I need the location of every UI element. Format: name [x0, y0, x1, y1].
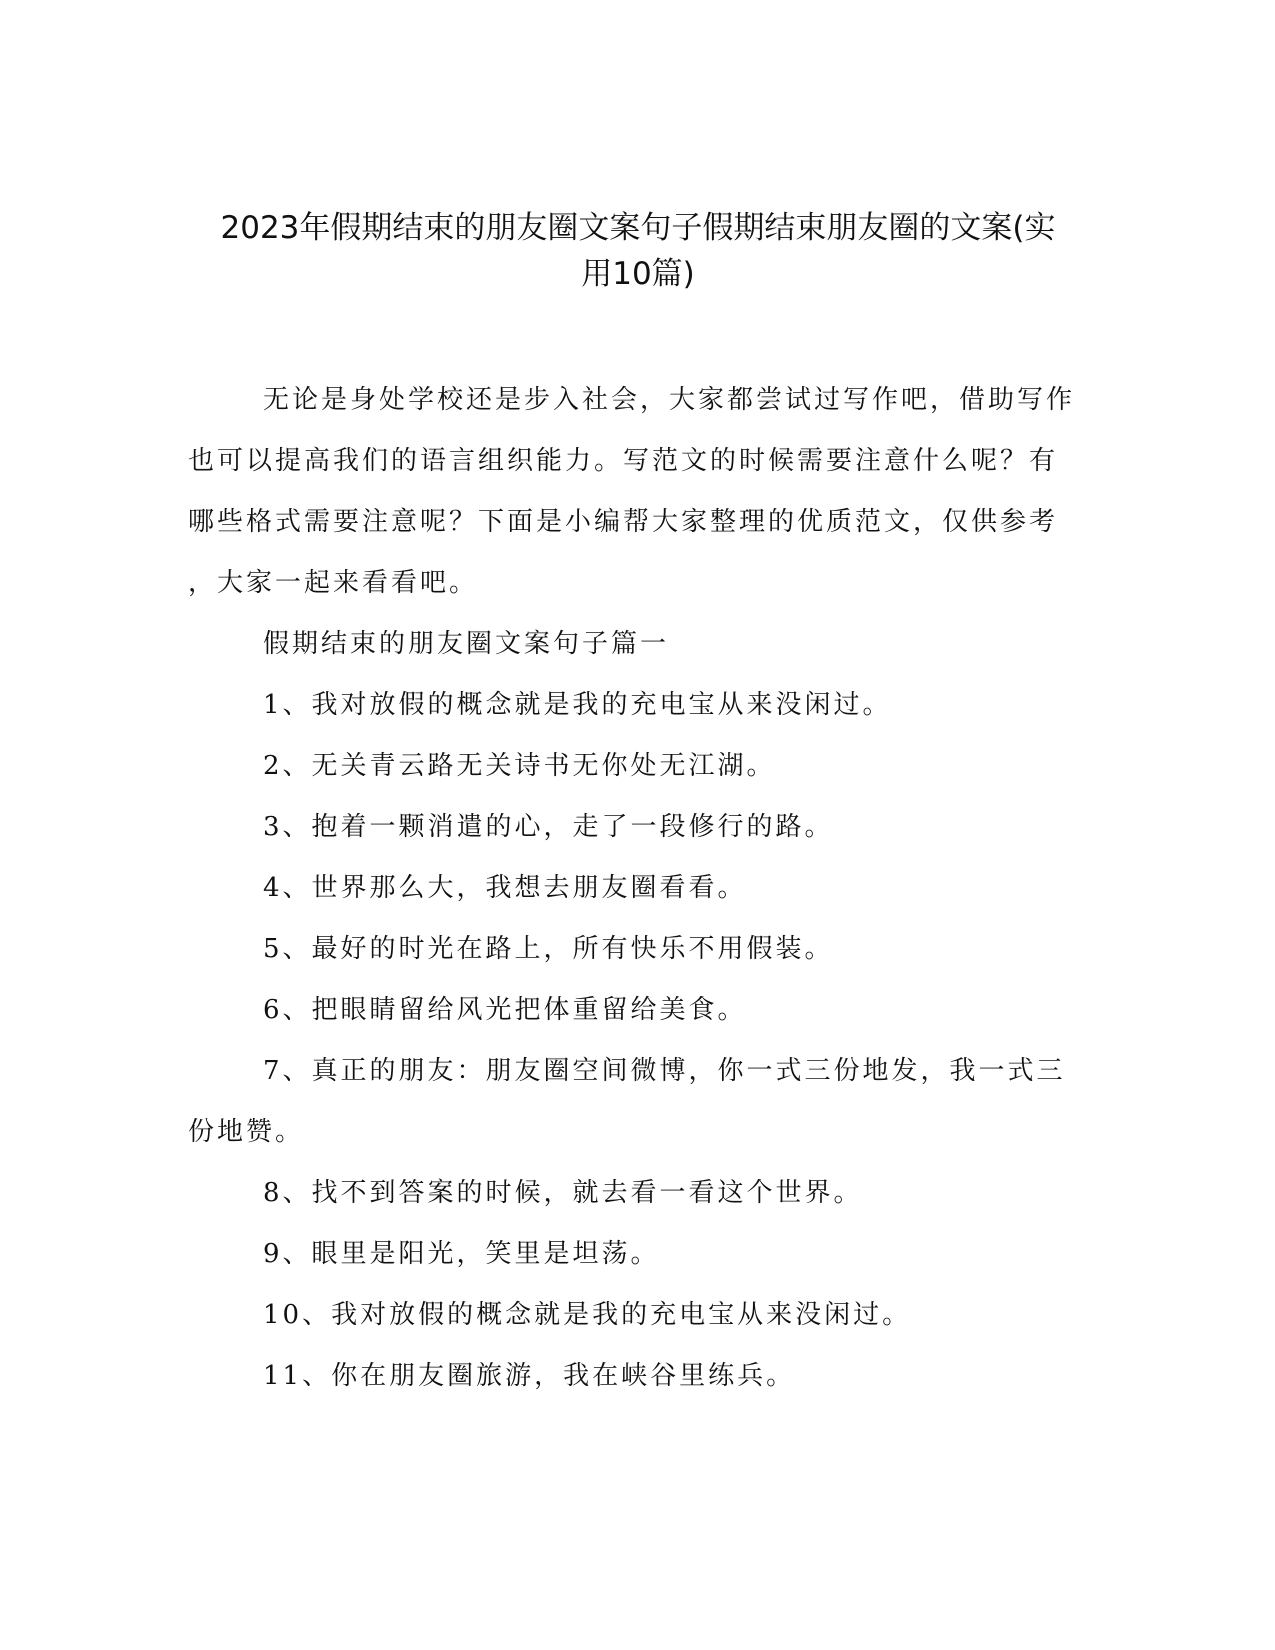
list-item-7 — [188, 1041, 1068, 1163]
list-item: 5、最好的时光在路上，所有快乐不用假装。 — [263, 934, 834, 964]
intro-line-2: 也可以提高我们的语言组织能力。写范文的时候需要注意什么呢？有 — [188, 446, 1059, 476]
intro-line-1: 无论是身处学校还是步入社会，大家都尝试过写作吧，借助写作 — [263, 385, 1076, 415]
section-heading: 假期结束的朋友圈文案句子篇一 — [263, 629, 670, 659]
list-item: 2、无关青云路无关诗书无你处无江湖。 — [263, 751, 776, 781]
list-item: 9、眼里是阳光，笑里是坦荡。 — [263, 1239, 660, 1269]
document-body — [188, 370, 1076, 1407]
list-item: 8、找不到答案的时候，就去看一看这个世界。 — [263, 1178, 863, 1208]
list-item: 1、我对放假的概念就是我的充电宝从来没闲过。 — [263, 690, 892, 720]
document-title — [188, 205, 1088, 297]
intro-paragraph — [188, 370, 1076, 614]
list-item: 10、我对放假的概念就是我的充电宝从来没闲过。 — [263, 1300, 912, 1330]
list-item: 3、抱着一颗消遣的心，走了一段修行的路。 — [263, 812, 834, 842]
intro-line-4: ，大家一起来看看吧。 — [188, 568, 479, 598]
intro-line-3: 哪些格式需要注意呢？下面是小编帮大家整理的优质范文，仅供参考 — [188, 507, 1059, 537]
title-line-1: 2023年假期结束的朋友圈文案句子假期结束朋友圈的文案(实 — [220, 210, 1056, 246]
list-item: 4、世界那么大，我想去朋友圈看看。 — [263, 873, 747, 903]
title-line-2: 用10篇) — [581, 256, 695, 292]
list-item-7-line-1: 7、真正的朋友：朋友圈空间微博，你一式三份地发，我一式三 — [263, 1056, 1066, 1086]
list-item-7-line-2: 份地赞。 — [188, 1117, 305, 1147]
list-item: 11、你在朋友圈旅游，我在峡谷里练兵。 — [263, 1361, 796, 1391]
list-item: 6、把眼睛留给风光把体重留给美食。 — [263, 995, 747, 1025]
